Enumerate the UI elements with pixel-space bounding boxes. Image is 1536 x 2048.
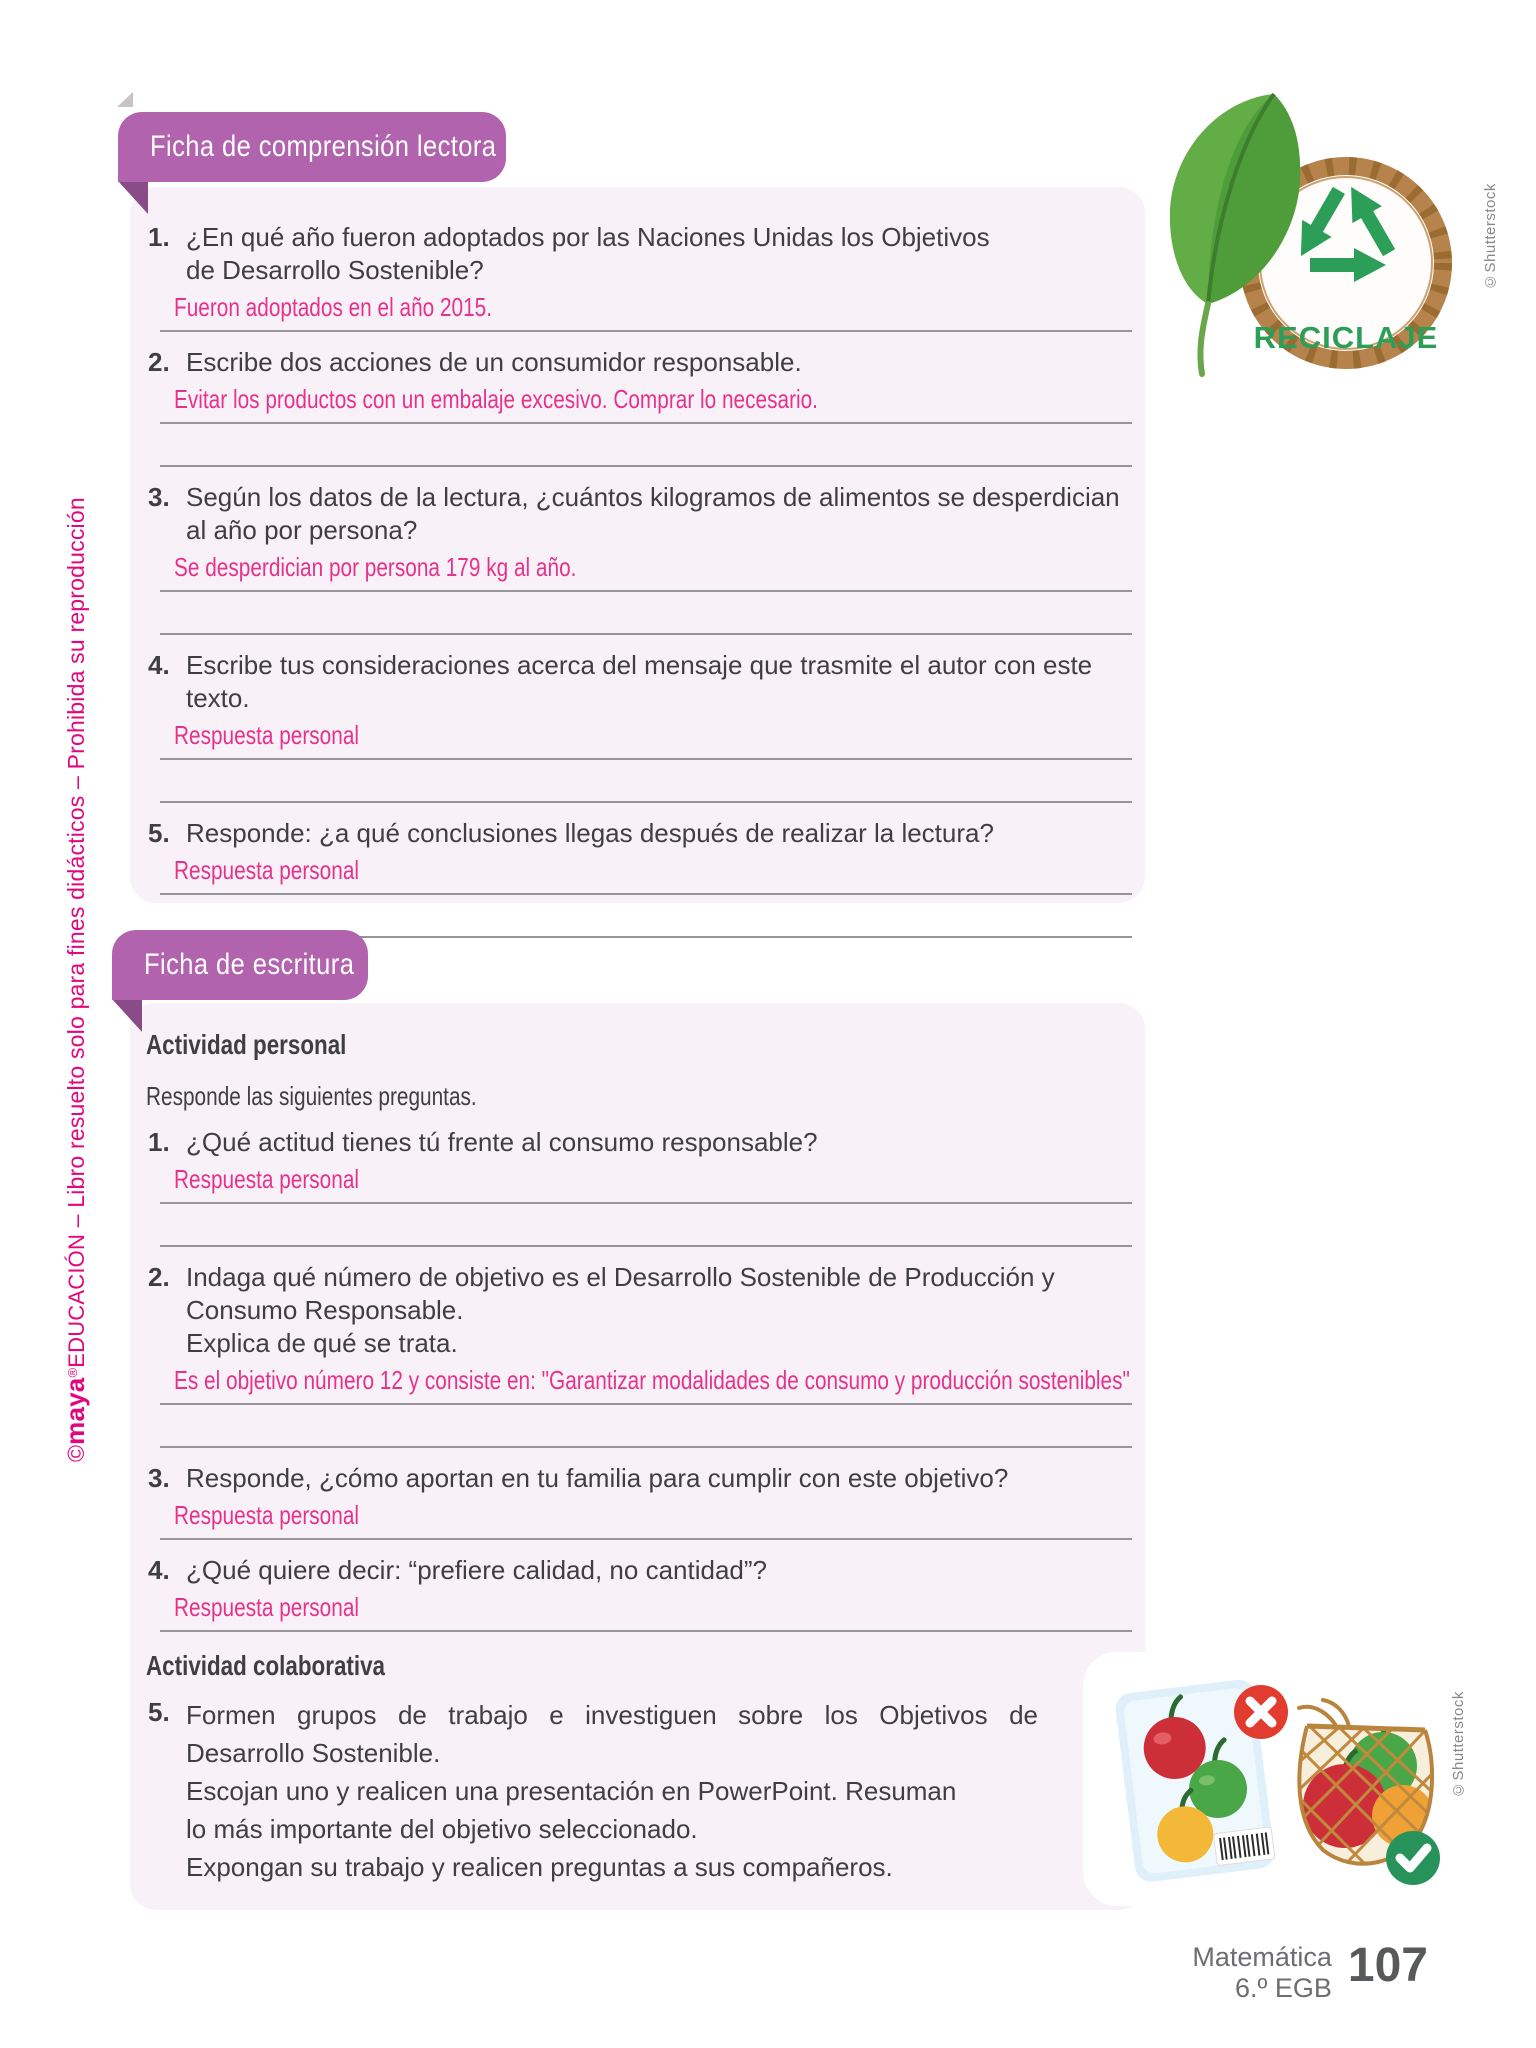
section-ribbon-escritura <box>112 930 368 1000</box>
question <box>148 1696 1131 1886</box>
blank-answer-line <box>160 592 1132 635</box>
question <box>148 649 1131 715</box>
question-text: Explica de qué se trata. <box>186 1328 458 1358</box>
blank-answer-line <box>160 424 1132 467</box>
section-ribbon-comprension <box>118 112 506 182</box>
question <box>148 346 1131 379</box>
question-text: Escojan uno y realicen una presentación en PowerPoint. Resuman <box>186 1776 957 1806</box>
activity-intro: Responde las siguientes preguntas. <box>146 1081 477 1111</box>
shutterstock-credit: ©Shutterstock <box>1450 1691 1467 1798</box>
question-text: Indaga qué número de objetivo es el Desarrollo Sostenible de Producción y Consumo Responsable. <box>186 1262 1055 1325</box>
question-number: 1. <box>148 1127 170 1157</box>
question-text: Expongan su trabajo y realicen preguntas a sus compañeros. <box>186 1852 893 1882</box>
question-number: 5. <box>148 1697 170 1727</box>
footer-grade: 6.º EGB <box>1235 1973 1332 2003</box>
question-number: 5. <box>148 818 170 848</box>
question-text: Según los datos de la lectura, ¿cuántos kilogramos de alimentos se desperdician al año por persona? <box>186 482 1120 545</box>
footer-subject: Matemática <box>1192 1942 1332 1972</box>
answer-line: Respuesta personal <box>160 1497 1132 1540</box>
blank-answer-line <box>160 1204 1132 1247</box>
question <box>148 481 1131 547</box>
reading-comprehension-panel <box>130 187 1145 903</box>
question-number: 4. <box>148 1555 170 1585</box>
question-number: 2. <box>148 1262 170 1292</box>
question <box>148 817 1131 850</box>
question <box>148 1126 1131 1159</box>
section-title: Ficha de comprensión lectora <box>150 130 497 163</box>
activity-heading: Actividad colaborativa <box>146 1650 386 1681</box>
question-text: Escribe tus consideraciones acerca del mensaje que trasmite el autor con este texto. <box>186 650 1093 713</box>
question-number: 3. <box>148 1463 170 1493</box>
question-text: ¿Qué quiere decir: “prefiere calidad, no cantidad”? <box>186 1555 767 1585</box>
activity-heading: Actividad personal <box>146 1029 347 1060</box>
question-text: ¿Qué actitud tienes tú frente al consumo responsable? <box>186 1127 818 1157</box>
reciclaje-label: RECICLAJE <box>1253 320 1439 355</box>
barcode <box>1213 1827 1274 1866</box>
answer-line: Es el objetivo número 12 y consiste en: "Garantizar modalidades de consumo y producción sostenibles" <box>160 1362 1132 1405</box>
page-footer <box>1192 1939 1428 2004</box>
answer-line: Evitar los productos con un embalaje excesivo. Comprar lo necesario. <box>160 381 1132 424</box>
publisher-brand: maya <box>60 1377 90 1445</box>
copyright-notice: – Libro resuelto solo para fines didácticos – Prohibida su reproducción <box>63 497 89 1234</box>
blank-answer-line <box>160 760 1132 803</box>
answer-line: Respuesta personal <box>160 717 1132 760</box>
question <box>148 1554 1131 1587</box>
question-text: Responde, ¿cómo aportan en tu familia para cumplir con este objetivo? <box>186 1463 1009 1493</box>
answer-line: Fueron adoptados en el año 2015. <box>160 289 1132 332</box>
question <box>148 1261 1131 1360</box>
fruit-packaging-illustration <box>1083 1652 1445 1906</box>
question-text: Escribe dos acciones de un consumidor responsable. <box>186 347 802 377</box>
registered-mark: ® <box>65 1367 80 1378</box>
question <box>148 1462 1131 1495</box>
shutterstock-credit: ©Shutterstock <box>1482 183 1499 290</box>
publisher-org: EDUCACIÓN <box>64 1233 89 1368</box>
question-text: de Desarrollo Sostenible? <box>186 255 484 285</box>
question-number: 2. <box>148 347 170 377</box>
publisher-copyright-sidebar <box>60 497 91 1462</box>
blank-answer-line <box>160 1405 1132 1448</box>
question-number: 4. <box>148 650 170 680</box>
question-number: 3. <box>148 482 170 512</box>
reject-x-icon <box>1234 1685 1288 1739</box>
answer-line: Respuesta personal <box>160 1589 1132 1632</box>
section-title: Ficha de escritura <box>144 948 355 981</box>
copyright-symbol: © <box>63 1444 89 1462</box>
question-text: Desarrollo Sostenible. <box>186 1738 441 1768</box>
page-number: 107 <box>1347 1939 1428 1992</box>
question-text: Formen grupos de trabajo e investiguen sobre los Objetivos de <box>186 1700 1038 1730</box>
question-text: ¿En qué año fueron adoptados por las Naciones Unidas los Objetivos <box>186 222 990 252</box>
page-corner-fold <box>117 92 133 107</box>
question <box>148 221 1131 287</box>
approve-check-icon <box>1386 1831 1440 1885</box>
answer-line: Respuesta personal <box>160 1161 1132 1204</box>
recycle-basket-illustration <box>1146 78 1480 388</box>
writing-activity-panel <box>130 1003 1145 1910</box>
question-text: Responde: ¿a qué conclusiones llegas después de realizar la lectura? <box>186 818 994 848</box>
answer-line: Respuesta personal <box>160 852 1132 895</box>
question-number: 1. <box>148 222 170 252</box>
answer-line: Se desperdician por persona 179 kg al año. <box>160 549 1132 592</box>
question-text: lo más importante del objetivo seleccionado. <box>186 1814 698 1844</box>
